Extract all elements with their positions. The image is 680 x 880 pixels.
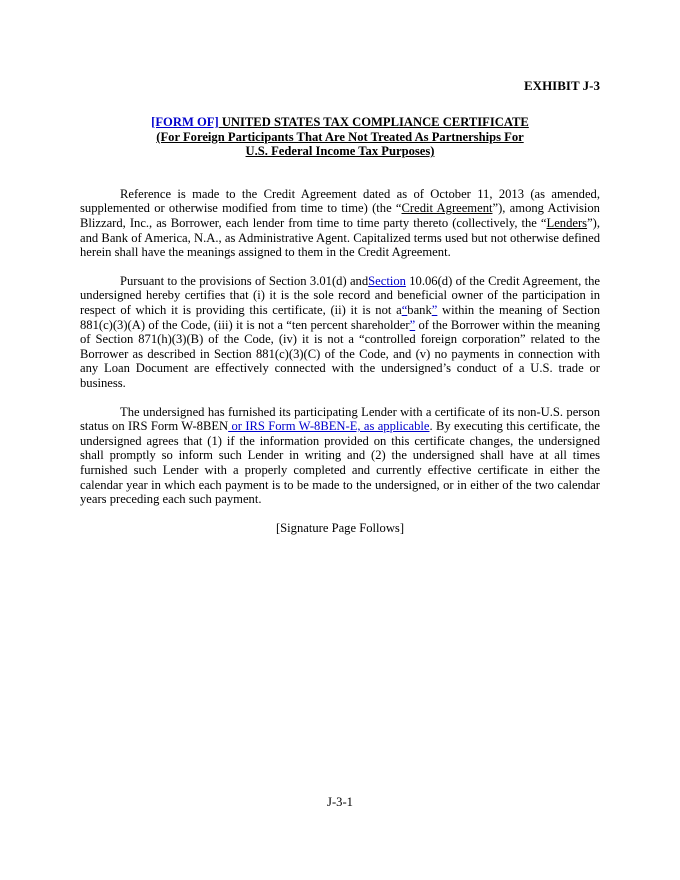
text-segment: UNITED STATES TAX COMPLIANCE CERTIFICATE bbox=[218, 115, 529, 130]
page-number: J-3-1 bbox=[327, 795, 353, 809]
inserted-text: or IRS Form W-8BEN-E, as applicable bbox=[228, 419, 430, 434]
text-segment: ”), among Activision Blizzard, Inc., as Borrower, each lender from time to time party thereto (collectively, the “ bbox=[80, 201, 600, 231]
defined-term: Credit Agreement bbox=[401, 201, 493, 216]
exhibit-label: EXHIBIT J-3 bbox=[524, 78, 600, 93]
text-segment: Pursuant to the provisions of Section 3.01(d) and bbox=[120, 273, 369, 288]
document-title bbox=[80, 115, 600, 159]
inserted-text: “ bbox=[401, 303, 408, 318]
defined-term: Lenders bbox=[546, 216, 588, 231]
inserted-text: ” bbox=[431, 303, 438, 318]
paragraph-reference bbox=[80, 187, 600, 260]
paragraph-certification bbox=[80, 274, 600, 391]
text-segment: of the Borrower within the meaning of Section 871(h)(3)(B) of the Code, (iv) it is not a “controlled foreign corporation” related to the Borrower as described in Section 881(c)(3)(C) of the Code, and (v) no payments in connection with any Loan Document are effectively connected with the undersigned’s conduct of a U.S. trade or business. bbox=[80, 317, 601, 390]
signature-page-note: [Signature Page Follows] bbox=[275, 520, 405, 535]
inserted-text: Section bbox=[368, 273, 406, 288]
inserted-text: [FORM OF] bbox=[151, 115, 219, 130]
inserted-text: ” bbox=[409, 317, 416, 332]
text-segment: 10.06(d) of the Credit Agreement, the undersigned hereby certifies that (i) it is the sole record and beneficial owner of the participation in respect of which it is providing this certificate, (ii) it is not a bbox=[80, 273, 600, 318]
text-segment: within the meaning of Section 881(c)(3)(A) of the Code, (iii) it is not a “ten percent shareholder bbox=[80, 303, 600, 332]
text-segment: . By executing this certificate, the undersigned agrees that (1) if the information provided on this certificate changes, the undersigned shall promptly so inform such Lender in writing and (2) the undersigned shall have at all times furnished such Lender with a properly completed and currently effective certificate in either the calendar year in which each payment is to be made to the undersigned, or in either of the two calendar years preceding each such payment. bbox=[80, 419, 601, 507]
paragraph-irs-form bbox=[80, 405, 600, 507]
text-segment: bank bbox=[407, 303, 432, 318]
text-segment: Reference is made to the Credit Agreement dated as of October 11, 2013 (as amended, supplemented or otherwise modified from time to time) (the “ bbox=[80, 186, 600, 216]
text-segment: ”), and Bank of America, N.A., as Administrative Agent. Capitalized terms used but not otherwise defined herein shall have the meanings assigned to them in the Credit Agreement. bbox=[80, 216, 600, 260]
text-segment: The undersigned has furnished its participating Lender with a certificate of its non-U.S. person status on IRS Form W-8BEN bbox=[80, 404, 600, 434]
title-line-3: U.S. Federal Income Tax Purposes) bbox=[245, 144, 435, 159]
title-line-1 bbox=[80, 115, 600, 130]
title-line-2: (For Foreign Participants That Are Not Treated As Partnerships For bbox=[156, 129, 524, 144]
